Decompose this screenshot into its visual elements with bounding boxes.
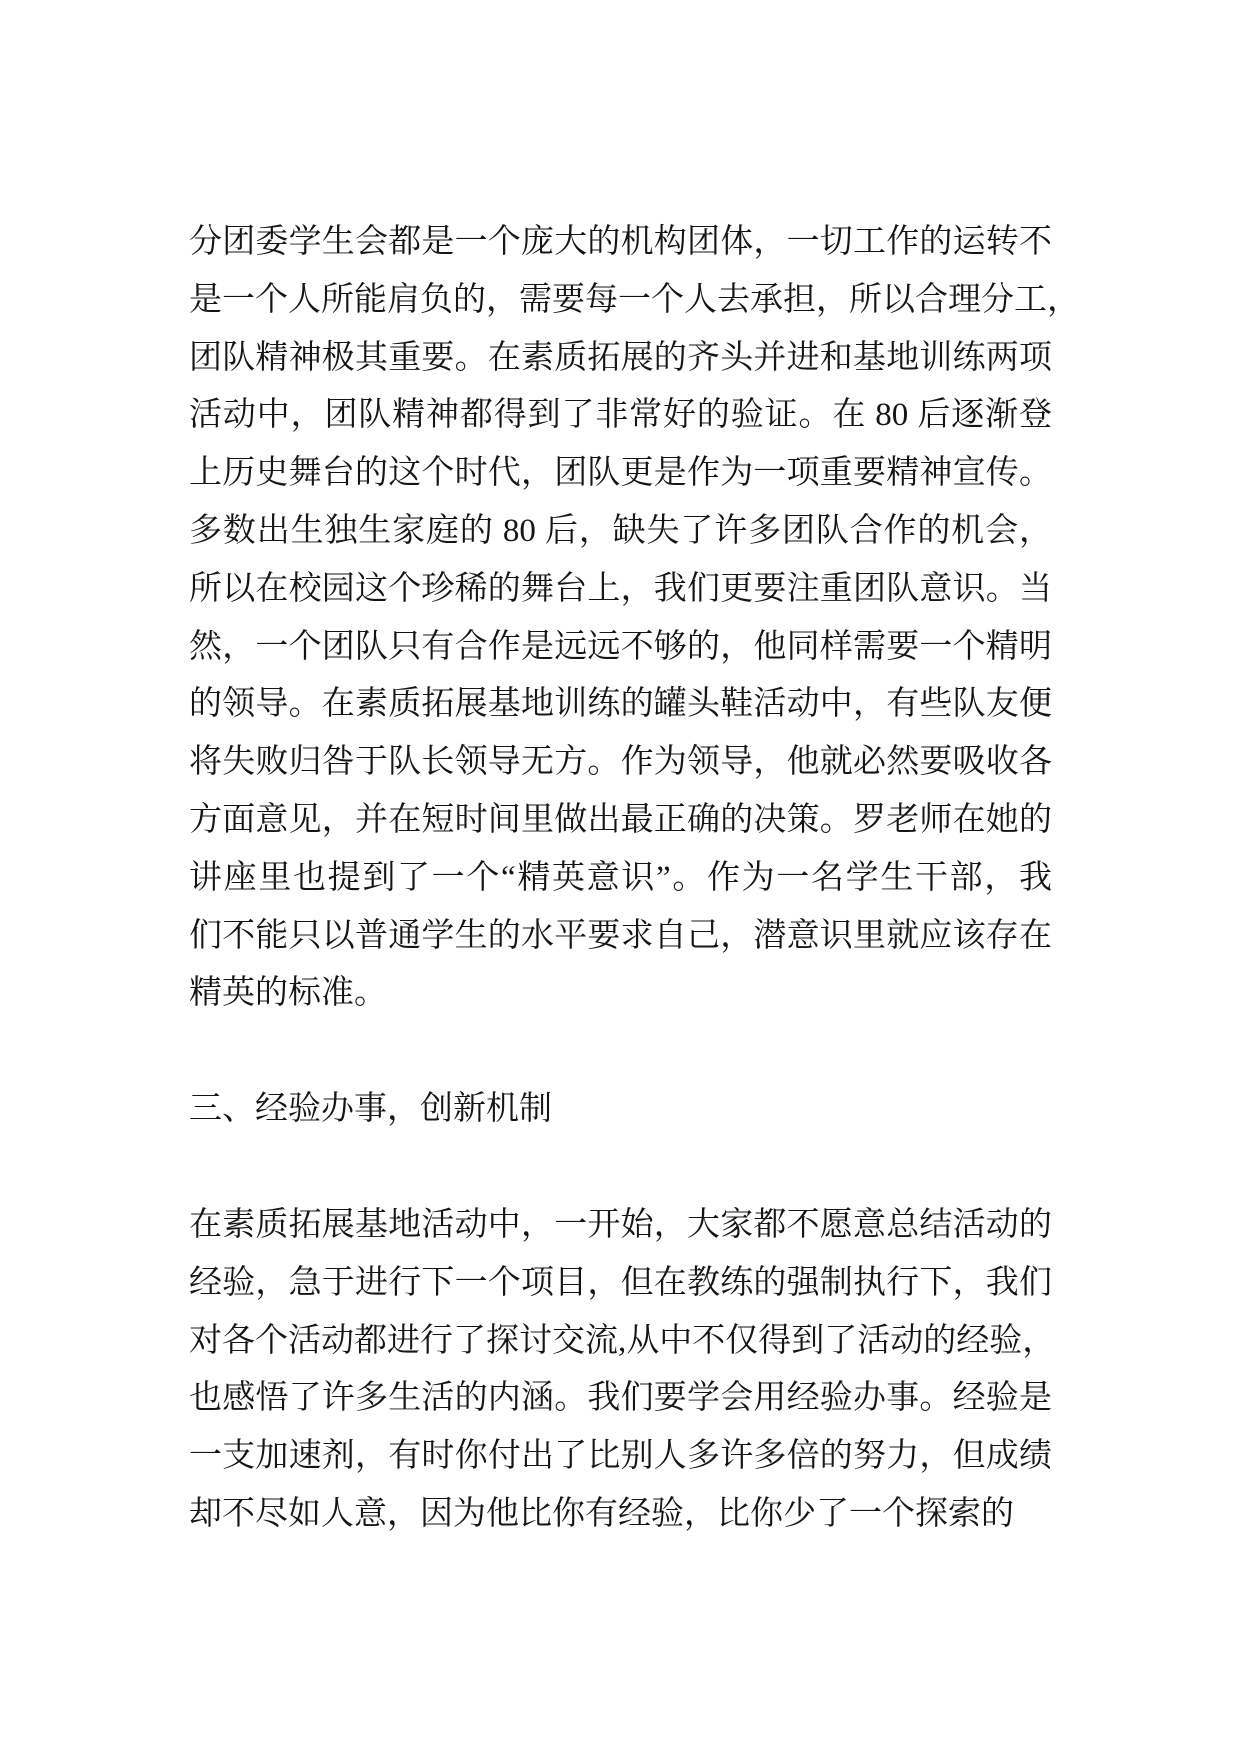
- text-line: 却不尽如人意，因为他比你有经验，比你少了一个探索的: [189, 1495, 1014, 1532]
- text-line: 多数出生独生家庭的 80 后，缺失了许多团队合作的机会，: [189, 512, 1052, 549]
- text-line: 精英的标准。: [189, 975, 387, 1012]
- text-line: 然，一个团队只有合作是远远不够的，他同样需要一个精明: [189, 628, 1052, 665]
- text-line: 对各个活动都进行了探讨交流,从中不仅得到了活动的经验，: [189, 1322, 1056, 1359]
- text-line: 方面意见，并在短时间里做出最正确的决策。罗老师在她的: [189, 801, 1052, 838]
- paragraph-team-spirit: [189, 214, 1080, 1023]
- text-line: 团队精神极其重要。在素质拓展的齐头并进和基地训练两项: [189, 339, 1052, 376]
- text-line: 在素质拓展基地活动中，一开始，大家都不愿意总结活动的: [189, 1206, 1052, 1243]
- text-line: 讲座里也提到了一个“精英意识”。作为一名学生干部，我: [189, 859, 1052, 896]
- text-line: 们不能只以普通学生的水平要求自己，潜意识里就应该存在: [189, 917, 1052, 954]
- text-line: 将失败归咎于队长领导无方。作为领导，他就必然要吸收各: [189, 744, 1052, 781]
- text-line: 活动中，团队精神都得到了非常好的验证。在 80 后逐渐登: [189, 397, 1052, 434]
- text-line: 的领导。在素质拓展基地训练的罐头鞋活动中，有些队友便: [189, 686, 1052, 723]
- text-line: 也感悟了许多生活的内涵。我们要学会用经验办事。经验是: [189, 1380, 1052, 1417]
- text-line: 上历史舞台的这个时代，团队更是作为一项重要精神宣传。: [189, 455, 1052, 492]
- section-heading: 三、经验办事，创新机制: [189, 1091, 552, 1128]
- text-line: 经验，急于进行下一个项目，但在教练的强制执行下，我们: [189, 1264, 1052, 1301]
- text-line: 一支加速剂，有时你付出了比别人多许多倍的努力，但成绩: [189, 1438, 1052, 1475]
- text-line: 分团委学生会都是一个庞大的机构团体，一切工作的运转不: [189, 224, 1052, 260]
- text-line: 所以在校园这个珍稀的舞台上，我们更要注重团队意识。当: [189, 570, 1052, 607]
- paragraph-experience: [189, 1197, 1056, 1544]
- text-line: 是一个人所能肩负的，需要每一个人去承担，所以合理分工，: [189, 281, 1080, 318]
